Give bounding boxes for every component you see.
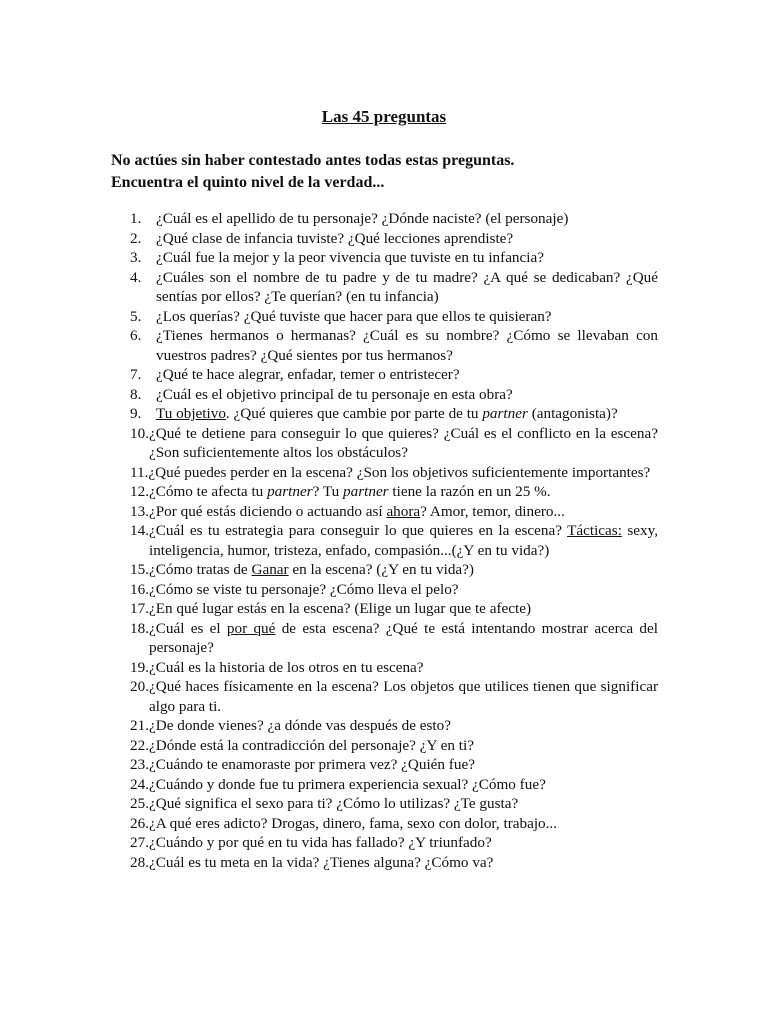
question-number: 4. [130,268,142,286]
text-run: ¿Qué te hace alegrar, enfadar, temer o entristecer? [156,366,460,383]
text-run: en la escena? (¿Y en tu vida?) [288,561,474,578]
question-number: 26. [130,814,149,832]
question-number: 1. [130,210,142,227]
italic-text: partner [267,483,313,500]
question-list [130,209,658,872]
underlined-text: Ganar [251,561,289,578]
question-item [130,580,658,600]
question-number: 22. [130,736,149,754]
question-item [130,599,658,619]
question-item [130,814,658,834]
italic-text: partner [482,405,528,422]
question-item [130,404,658,424]
question-number: 24. [130,775,149,793]
text-run: ¿Cuál es la historia de los otros en tu escena? [148,658,424,676]
text-run: ¿De donde vienes? ¿a dónde vas después de esto? [148,717,451,734]
underlined-text: Tu objetivo [156,405,226,422]
question-text [149,775,658,795]
question-item [130,677,658,716]
underlined-text: ahora [386,502,421,520]
question-number: 10. [130,424,149,442]
question-text [149,502,658,522]
text-run: ¿Cuándo y donde fue tu primera experiencia sexual? ¿Cómo fue? [148,775,546,793]
question-number: 21. [130,717,149,734]
text-run: ¿Cuál es el [148,619,227,637]
text-run: tiene la razón en un 25 %. [388,483,551,500]
text-run: ¿Dónde está la contradicción del personaje? ¿Y en ti? [148,736,474,754]
question-item [130,716,658,736]
text-run: ¿Qué significa el sexo para ti? ¿Cómo lo utilizas? ¿Te gusta? [148,795,519,812]
question-number: 25. [130,795,149,812]
question-number: 27. [130,834,149,851]
text-run: ¿Qué clase de infancia tuviste? ¿Qué lecciones aprendiste? [156,229,514,247]
question-number: 6. [130,327,142,344]
question-number: 20. [130,678,149,695]
text-run: ¿Cuál es el objetivo principal de tu personaje en esta obra? [156,385,513,403]
question-item [130,326,658,365]
question-text [149,755,658,775]
question-text [149,619,658,658]
text-run: ¿Cuál es el apellido de tu personaje? ¿Dónde naciste? (el personaje) [156,210,569,227]
question-number: 16. [130,580,149,598]
question-item [130,229,658,249]
question-text [156,307,658,327]
question-number: 14. [130,522,149,539]
text-run: de esta escena? ¿Qué te está intentando mostrar acerca del personaje? [148,619,658,656]
question-item [130,385,658,405]
question-item [130,521,658,560]
question-text [156,229,658,249]
question-text [149,580,658,600]
question-text [149,677,658,716]
question-text [149,424,658,463]
text-run: . ¿Qué quieres que cambie por parte de tu [225,405,483,422]
question-number: 28. [130,853,149,871]
text-run: ¿Cómo se viste tu personaje? ¿Cómo lleva el pelo? [148,580,459,598]
text-run: ¿Qué puedes perder en la escena? ¿Son los objetivos suficientemente importantes? [148,463,651,481]
question-item [130,853,658,873]
question-text [156,326,658,365]
question-number: 2. [130,229,142,247]
question-text [149,794,658,814]
question-text [149,833,658,853]
question-text [149,482,658,502]
question-text [149,814,658,834]
underlined-text: por qué [226,619,276,637]
question-number: 15. [130,561,149,578]
question-item [130,424,658,463]
question-item [130,365,658,385]
document-title: Las 45 preguntas [321,107,447,126]
question-number: 9. [130,405,142,422]
question-item [130,502,658,522]
question-item [130,268,658,307]
text-run: (antagonista)? [527,405,618,422]
question-text [149,560,658,580]
text-run: ¿Los querías? ¿Qué tuviste que hacer para que ellos te quisieran? [156,307,552,325]
text-run: ¿Qué haces físicamente en la escena? Los objetos que utilices tienen que significar algo para ti. [148,678,658,715]
text-run: sexy, inteligencia, humor, tristeza, enfado, compasión...(¿Y en tu vida?) [148,522,658,559]
question-number: 12. [130,483,149,500]
question-item [130,560,658,580]
question-item [130,463,658,483]
question-item [130,307,658,327]
question-text [156,248,658,268]
question-item [130,736,658,756]
text-run: ¿Cuáles son el nombre de tu padre y de tu madre? ¿A qué se dedicaban? ¿Qué sentías por ellos? ¿Te querían? (en tu infancia) [156,268,658,305]
text-run: ¿Por qué estás diciendo o actuando así [148,502,387,520]
question-text [156,209,658,229]
question-number: 8. [130,385,142,403]
question-number: 17. [130,600,149,617]
question-number: 19. [130,658,149,676]
intro-line: No actúes sin haber contestado antes todas estas preguntas. [111,152,515,169]
italic-text: partner [343,483,389,500]
text-run: ? Tu [312,483,344,500]
question-text [156,385,658,405]
question-text [149,716,658,736]
question-item [130,775,658,795]
text-run: ¿A qué eres adicto? Drogas, dinero, fama, sexo con dolor, trabajo... [148,814,558,832]
question-text [156,268,658,307]
text-run: ¿Tienes hermanos o hermanas? ¿Cuál es su nombre? ¿Cómo se llevaban con vuestros padres? ¿Qué sientes por tus hermanos? [156,327,658,364]
question-text [149,599,658,619]
text-run: ¿Cómo tratas de [148,561,252,578]
question-item [130,833,658,853]
intro-line: Encuentra el quinto nivel de la verdad... [111,174,385,191]
text-run: ¿Cuándo y por qué en tu vida has fallado? ¿Y triunfado? [148,834,492,851]
text-run: ? Amor, temor, dinero... [420,502,565,520]
question-number: 11. [130,463,149,481]
question-item [130,794,658,814]
text-run: ¿Cuál es tu estrategia para conseguir lo que quieres en la escena? [148,522,568,539]
question-text [149,521,658,560]
text-run: ¿En qué lugar estás en la escena? (Elige un lugar que te afecte) [148,600,532,617]
question-text [148,463,658,483]
text-run: ¿Cuál es tu meta en la vida? ¿Tienes alguna? ¿Cómo va? [148,853,494,871]
question-item [130,248,658,268]
question-text [149,853,658,873]
question-item [130,755,658,775]
question-item [130,619,658,658]
question-number: 13. [130,502,149,520]
question-number: 3. [130,249,142,266]
text-run: ¿Qué te detiene para conseguir lo que quieres? ¿Cuál es el conflicto en la escena? ¿Son suficientemente altos los obstáculos? [148,424,658,461]
question-number: 18. [130,619,149,637]
underlined-text: Tácticas: [567,522,622,539]
question-text [149,658,658,678]
question-item [130,658,658,678]
text-run: ¿Cuál fue la mejor y la peor vivencia que tuviste en tu infancia? [156,249,544,266]
question-number: 5. [130,307,142,325]
question-text [149,736,658,756]
question-text [156,404,658,424]
text-run: ¿Cuándo te enamoraste por primera vez? ¿Quién fue? [148,756,475,773]
text-run: ¿Cómo te afecta tu [148,483,268,500]
question-number: 23. [130,756,149,773]
question-number: 7. [130,366,142,383]
intro-block [111,150,671,194]
question-item [130,482,658,502]
question-item [130,209,658,229]
question-text [156,365,658,385]
